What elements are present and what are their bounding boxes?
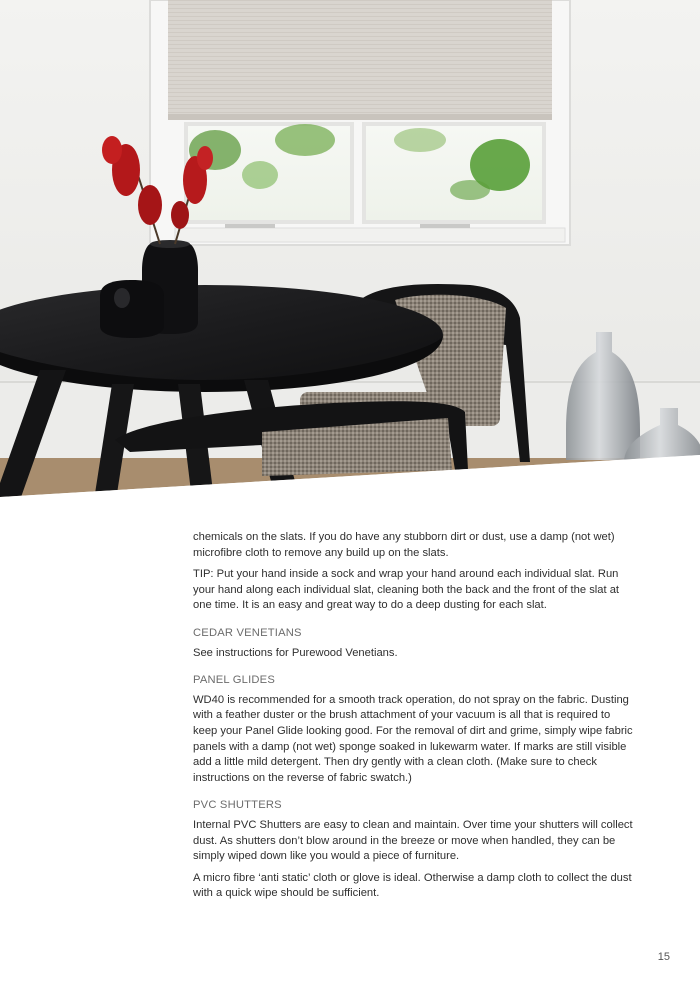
tip-paragraph: TIP: Put your hand inside a sock and wrap your hand around each individual slat. Run your hand along each individual slat, cleaning both the back and the front of the slat at one time. It is an easy and great way to do a deep dusting for each slat. xyxy=(193,568,620,612)
pvc-shutters-paragraph-2: A micro fibre ‘anti static’ cloth or glove is ideal. Otherwise a damp cloth to collect the dust with a quick wipe should be sufficient. xyxy=(193,871,632,900)
section-heading-pvc-shutters: PVC SHUTTERS xyxy=(193,799,282,812)
cedar-venetians-paragraph: See instructions for Purewood Venetians. xyxy=(193,646,398,659)
page-number: 15 xyxy=(657,951,670,963)
pvc-shutters-paragraph-1: Internal PVC Shutters are easy to clean and maintain. Over time your shutters will collect dust. As shutters don’t blow around in the breeze or move when handled, they can be simply wiped down like you would a piece of furniture. xyxy=(193,818,633,863)
body-text xyxy=(193,530,633,908)
section-heading-cedar-venetians: CEDAR VENETIANS xyxy=(193,626,302,639)
intro-paragraph-1: chemicals on the slats. If you do have any stubborn dirt or dust, use a damp (not wet) microfibre cloth to remove any build up on the slats. xyxy=(193,531,615,559)
panel-glides-paragraph: WD40 is recommended for a smooth track operation, do not spray on the fabric. Dusting with a feather duster or the brush attachment of your vacuum is all that is required to keep your Panel Glide looking good. For the removal of dirt and grime, simply wipe fabric panels with a damp (not wet) sponge soaked in lukewarm water. If marks are still visible add a little mild detergent. Then dry gently with a clean cloth. (Make sure to check instructions on the reverse of fabric swatch.) xyxy=(193,693,633,784)
section-heading-panel-glides: PANEL GLIDES xyxy=(193,674,275,687)
